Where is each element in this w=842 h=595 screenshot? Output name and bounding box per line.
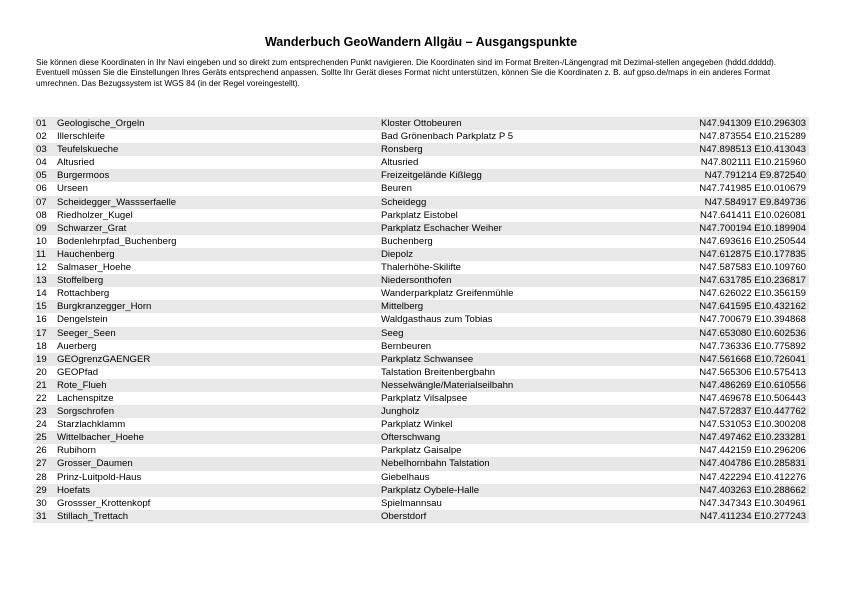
start-location: Oberstdorf: [381, 510, 427, 522]
start-location: Scheidegg: [381, 196, 427, 208]
start-location: Parkplatz Eschacher Weiher: [381, 222, 502, 234]
coordinates: N47.584917 E9.849736: [704, 196, 806, 208]
row-number: 31: [36, 510, 47, 522]
row-number: 25: [36, 432, 47, 444]
start-location: Parkplatz Gaisalpe: [381, 445, 462, 457]
row-number: 17: [36, 327, 47, 339]
point-name: Teufelskueche: [57, 144, 119, 156]
coordinates: N47.404786 E10.285831: [699, 458, 806, 470]
point-name: Lachenspitze: [57, 392, 114, 404]
coordinates: N47.486269 E10.610556: [699, 379, 806, 391]
row-number: 09: [36, 222, 47, 234]
coordinates: N47.531053 E10.300208: [699, 419, 806, 431]
list-item: [33, 366, 809, 379]
point-name: Hauchenberg: [57, 248, 115, 260]
start-location: Buchenberg: [381, 235, 433, 247]
start-location: Mittelberg: [381, 301, 424, 313]
start-location: Parkplatz Oybele-Halle: [381, 484, 480, 496]
coordinates: N47.802111 E10.215960: [700, 157, 806, 169]
list-item: [33, 457, 809, 470]
list-item: [33, 497, 809, 510]
intro-paragraph: Eventuell müssen Sie die Einstellungen Ihres Geräts entsprechend anpassen. Sollte Ihr Gerät dieses Format nicht unterstützen, können Sie die Koordinaten z. B. auf gpso.de/maps in ein anderes Format umrechnen. Das Bezugssystem ist WGS 84 (in der Regel voreingestellt).: [36, 68, 771, 88]
list-item: [33, 169, 809, 182]
list-item: [33, 261, 809, 274]
start-location: Freizeitgelände Kißlegg: [381, 170, 482, 182]
starting-points-list: [33, 117, 809, 523]
list-item: [33, 379, 809, 392]
list-item: [33, 274, 809, 287]
row-number: 05: [36, 170, 47, 182]
start-location: Beuren: [381, 183, 412, 195]
coordinates: N47.565306 E10.575413: [699, 366, 806, 378]
start-location: Bad Grönenbach Parkplatz P 5: [381, 131, 514, 143]
point-name: Rubihorn: [57, 445, 96, 457]
point-name: Hoefats: [57, 484, 91, 496]
row-number: 11: [36, 248, 46, 260]
start-location: Ronsberg: [381, 144, 423, 156]
list-item: [33, 287, 809, 300]
point-name: Rote_Flueh: [57, 379, 107, 391]
list-item: [33, 392, 809, 405]
point-name: Grosser_Daumen: [57, 458, 133, 470]
coordinates: N47.791214 E9.872540: [704, 170, 806, 182]
coordinates: N47.422294 E10.412276: [699, 471, 806, 483]
row-number: 06: [36, 183, 47, 195]
point-name: GEOPfad: [57, 366, 99, 378]
row-number: 08: [36, 209, 47, 221]
row-number: 03: [36, 144, 47, 156]
coordinates: N47.347343 E10.304961: [699, 497, 806, 509]
list-item: [33, 444, 809, 457]
list-item: [33, 182, 809, 195]
row-number: 01: [36, 118, 47, 129]
point-name: Grossser_Krottenkopf: [57, 497, 151, 509]
row-number: 13: [36, 275, 47, 287]
list-item: [33, 248, 809, 261]
list-item: [33, 196, 809, 209]
row-number: 29: [36, 484, 47, 496]
point-name: GEOgrenzGAENGER: [57, 353, 151, 365]
row-number: 14: [36, 288, 47, 300]
point-name: Dengelstein: [57, 314, 108, 326]
coordinates: N47.561668 E10.726041: [699, 353, 806, 365]
point-name: Bodenlehrpfad_Buchenberg: [57, 235, 177, 247]
row-number: 10: [36, 235, 47, 247]
coordinates: N47.403263 E10.288662: [699, 484, 806, 496]
start-location: Parkplatz Schwansee: [381, 353, 474, 365]
start-location: Diepolz: [381, 248, 413, 260]
point-name: Rottachberg: [57, 288, 110, 300]
list-item: [33, 130, 809, 143]
start-location: Wanderparkplatz Greifenmühle: [381, 288, 514, 300]
list-item: [33, 510, 809, 523]
list-item: [33, 117, 809, 130]
coordinates: N47.741985 E10.010679: [699, 183, 806, 195]
row-number: 12: [36, 262, 47, 274]
list-item: [33, 313, 809, 326]
point-name: Sorgschrofen: [57, 406, 115, 418]
start-location: Bernbeuren: [381, 340, 432, 352]
intro-text: [36, 58, 808, 89]
list-item: [33, 471, 809, 484]
point-name: Stillach_Trettach: [57, 510, 129, 522]
start-location: Parkplatz Winkel: [381, 419, 453, 431]
point-name: Salmaser_Hoehe: [57, 262, 132, 274]
point-name: Illerschleife: [57, 131, 105, 143]
list-item: [33, 340, 809, 353]
row-number: 04: [36, 157, 47, 169]
coordinates: N47.700194 E10.189904: [699, 222, 806, 234]
coordinates: N47.736336 E10.775892: [699, 340, 806, 352]
start-location: Spielmannsau: [381, 497, 442, 509]
point-name: Prinz-Luitpold-Haus: [57, 471, 142, 483]
point-name: Starzlachklamm: [57, 419, 126, 431]
start-location: Kloster Ottobeuren: [381, 118, 462, 129]
point-name: Auerberg: [57, 340, 97, 352]
point-name: Burgkranzegger_Horn: [57, 301, 152, 313]
row-number: 07: [36, 196, 47, 208]
list-item: [33, 405, 809, 418]
row-number: 27: [36, 458, 47, 470]
start-location: Parkplatz Eistobel: [381, 209, 458, 221]
coordinates: N47.497462 E10.233281: [699, 432, 806, 444]
list-item: [33, 235, 809, 248]
point-name: Riedholzer_Kugel: [57, 209, 133, 221]
point-name: Urseen: [57, 183, 88, 195]
list-item: [33, 300, 809, 313]
start-location: Nesselwängle/Materialseilbahn: [381, 379, 514, 391]
row-number: 16: [36, 314, 47, 326]
start-location: Waldgasthaus zum Tobias: [381, 314, 493, 326]
row-number: 19: [36, 353, 47, 365]
coordinates: N47.612875 E10.177835: [699, 248, 806, 260]
start-location: Jungholz: [381, 406, 420, 418]
row-number: 28: [36, 471, 47, 483]
coordinates: N47.700679 E10.394868: [699, 314, 806, 326]
coordinates: N47.641595 E10.432162: [699, 301, 806, 313]
start-location: Altusried: [381, 157, 419, 169]
coordinates: N47.442159 E10.296206: [699, 445, 806, 457]
coordinates: N47.653080 E10.602536: [699, 327, 806, 339]
coordinates: N47.572837 E10.447762: [699, 406, 806, 418]
coordinates: N47.411234 E10.277243: [700, 510, 806, 522]
start-location: Ofterschwang: [381, 432, 441, 444]
coordinates: N47.873554 E10.215289: [699, 131, 806, 143]
row-number: 20: [36, 366, 47, 378]
list-item: [33, 209, 809, 222]
row-number: 22: [36, 392, 47, 404]
row-number: 26: [36, 445, 47, 457]
point-name: Altusried: [57, 157, 95, 169]
list-item: [33, 143, 809, 156]
coordinates: N47.469678 E10.506443: [699, 392, 806, 404]
list-item: [33, 484, 809, 497]
list-item: [33, 222, 809, 235]
point-name: Wittelbacher_Hoehe: [57, 432, 144, 444]
row-number: 21: [36, 379, 47, 391]
point-name: Geologische_Orgeln: [57, 118, 145, 129]
row-number: 15: [36, 301, 47, 313]
list-item: [33, 327, 809, 340]
start-location: Giebelhaus: [381, 471, 430, 483]
coordinates: N47.941309 E10.296303: [699, 118, 806, 129]
row-number: 24: [36, 419, 47, 431]
start-location: Seeg: [381, 327, 404, 339]
point-name: Burgermoos: [57, 170, 110, 182]
start-location: Parkplatz Vilsalpsee: [381, 392, 468, 404]
point-name: Stoffelberg: [57, 275, 104, 287]
list-item: [33, 353, 809, 366]
row-number: 18: [36, 340, 47, 352]
coordinates: N47.626022 E10.356159: [699, 288, 806, 300]
start-location: Niedersonthofen: [381, 275, 452, 287]
row-number: 02: [36, 131, 47, 143]
point-name: Schwarzer_Grat: [57, 222, 127, 234]
point-name: Seeger_Seen: [57, 327, 116, 339]
coordinates: N47.631785 E10.236817: [699, 275, 806, 287]
row-number: 30: [36, 497, 47, 509]
intro-paragraph: Sie können diese Koordinaten in Ihr Navi eingeben und so direkt zum entsprechenden Punkt navigieren. Die Koordinaten sind im Format Breiten-/Längengrad mit Dezimal-stellen angegeben (hddd.ddddd).: [36, 58, 777, 67]
point-name: Scheidegger_Wassserfaelle: [57, 196, 177, 208]
start-location: Thalerhöhe-Skilifte: [381, 262, 461, 274]
coordinates: N47.693616 E10.250544: [699, 235, 806, 247]
coordinates: N47.587583 E10.109760: [699, 262, 806, 274]
list-item: [33, 431, 809, 444]
coordinates: N47.898513 E10.413043: [699, 144, 806, 156]
list-item: [33, 418, 809, 431]
page-title: Wanderbuch GeoWandern Allgäu – Ausgangspunkte: [264, 35, 578, 49]
row-number: 23: [36, 406, 47, 418]
start-location: Nebelhornbahn Talstation: [381, 458, 490, 470]
start-location: Talstation Breitenbergbahn: [381, 366, 496, 378]
list-item: [33, 156, 809, 169]
coordinates: N47.641411 E10.026081: [700, 209, 806, 221]
